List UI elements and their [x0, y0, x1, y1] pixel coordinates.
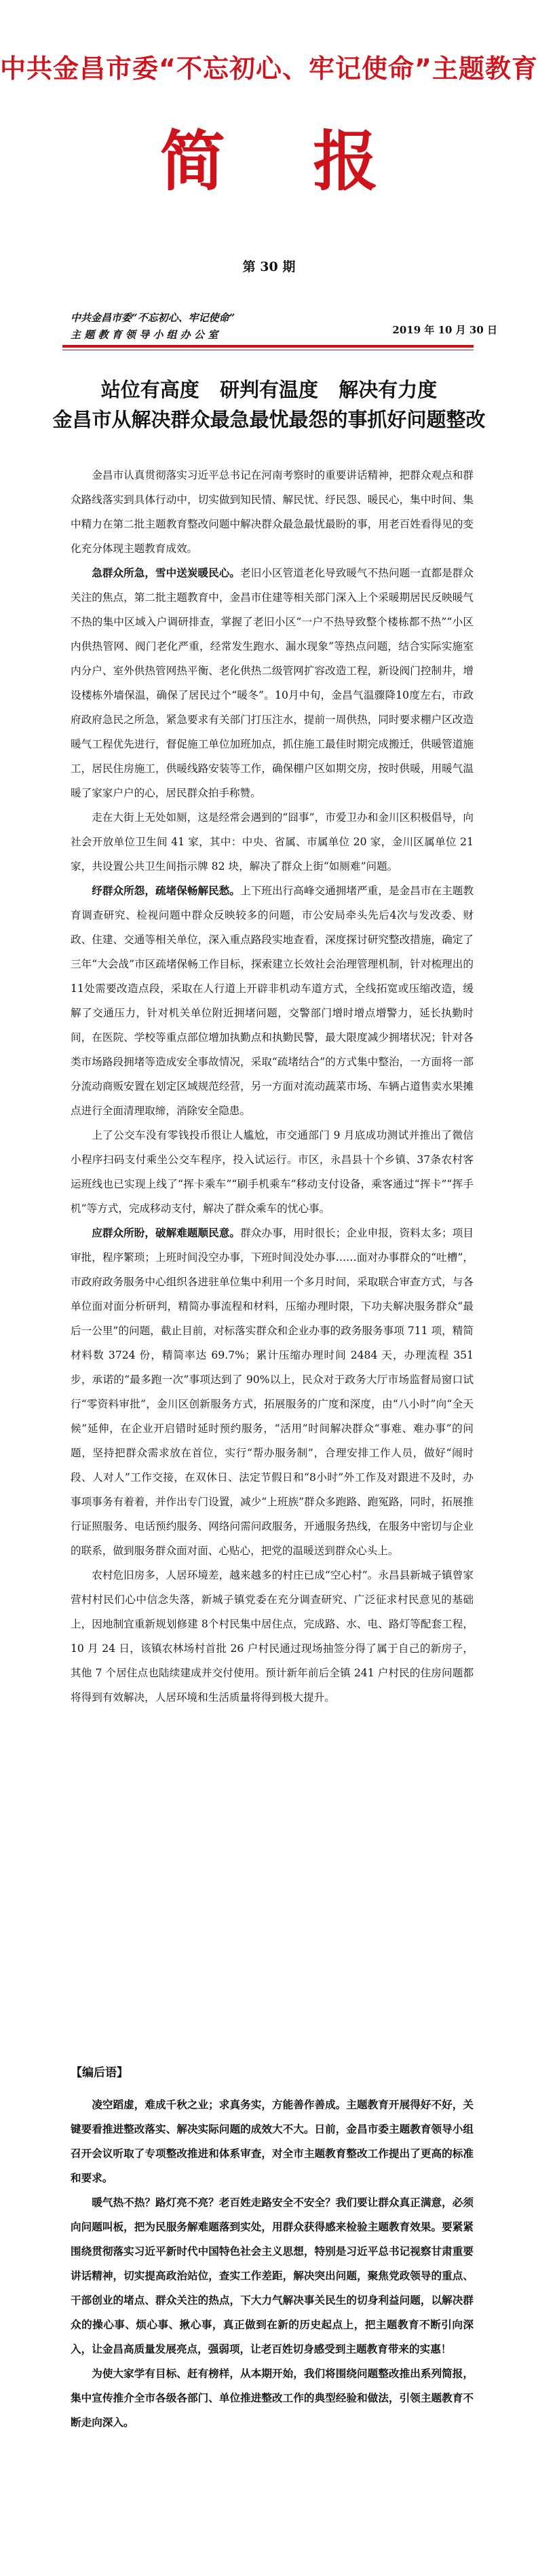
issuing-office [71, 310, 315, 344]
issue-number: 第 30 期 [242, 259, 296, 274]
headline-line2: 金昌市从解决群众最急最忧最怨的事抓好问题整改 [52, 408, 486, 431]
headline-line1: 站位有高度 研判有温度 解决有力度 [100, 378, 438, 401]
editor-note-label: 【编后语】 [71, 2066, 128, 2080]
paragraph-text: 上下班出行高峰交通拥堵严重，是金昌市在主题教育调查研究、检视问题中群众反映较多的问题，市公安局牵头先后4次与发改委、财政、住建、交通等相关单位，深入重点路段实地查看，深度探讨研究整改措施，确定了三年“大会战”市区疏堵保畅工作目标，探索建立长效社会治理管理机制，针对梳理出的11处需要改造点段，采取在人行道上开辟非机动车道方式，全线拓宽或压缩改造，缓解了交通压力，针对机关单位附近拥堵问题，交警部门增时增点增警力，延长执勤时间，在医院、学校等重点部位增加执勤点和执勤民警，最大限度减少拥堵状况；针对各类市场路段拥堵等造成安全事故情况，采取“疏堵结合”的方式集中整治，一方面将一部分流动商贩安置在划定区域规范经营，另一方面对流动蔬菜市场、车辆占道售卖水果摊点进行全面清理取缔，消除安全隐患。 [71, 885, 474, 1117]
paragraph-lead: 急群众所急，雪中送炭暖民心。 [92, 566, 241, 579]
paragraph-text: 上了公交车没有零钱投币很让人尴尬，市交通部门 9 月底成功测试并推出了微信小程序扫码支付乘坐公交车程序，投入试运行。市区，永昌县十个乡镇、37条农村客运班线也已实现上线了“挥卡乘车”“刷手机乘车”移动支付设备，乘客通过“挥卡”“挥手机”等方式，完成移动支付，解决了群众乘车的忧心事。 [71, 1129, 474, 1215]
paragraph-text: 金昌市认真贯彻落实习近平总书记在河南考察时的重要讲话精神，把群众观点和群众路线落实到具体行动中，切实做到知民情、解民忧、纾民怨、暖民心，集中时间、集中精力在第二批主题教育整改问题中解决群众最急最忧最盼的事，用老百姓看得见的变化充分体现主题教育成效。 [71, 469, 474, 555]
note-paragraph: 暖气热不热？路灯亮不亮？老百姓走路安全不安全？我们要让群众真正满意，必须向问题叫板，把为民服务解难题落到实处，用群众获得感来检验主题教育效果。要紧紧围绕贯彻落实习近平新时代中国特色社会主义思想，特别是习近平总书记视察甘肃重要讲话精神，切实提高政治站位，查实工作差距，解决突出问题，聚焦党政领导的重点、干部创业的堵点、群众关注的热点，下大力气解决事关民生的切身利益问题，以解决群众的操心事、烦心事、揪心事，真正做到在新的历史起点上，把主题教育不断引向深入，让金昌高质量发展亮点，强弱项，让老百姓切身感受到主题教育带来的实惠！ [71, 2196, 474, 2355]
issuing-office-line1: 中共金昌市委“不忘初心、牢记使命” [71, 312, 235, 324]
paragraph [71, 1563, 474, 1710]
issue-date: 2019 年 10 月 30 日 [392, 324, 497, 336]
paragraph-text: 老旧小区管道老化导致暖气不热问题一直都是群众关注的焦点，第二批主题教育中，金昌市住建等相关部门深入上个采暖期居民反映暖气不热的集中区域入户调研排查，掌握了老旧小区“一户不热导致整个楼栋都不热”“小区内供热管网、阀门老化严重，经常发生跑水、漏水现象”等热点问题，结合实际实施室内分户、室外供热管网热平衡、老化供热二级管网扩容改造工程，新设阀门控制井，增设楼栋外墙保温，确保了居民过个“暖冬”。10月中旬，金昌气温骤降10度左右，市政府政府急民之所急，紧急要求有关部门打压注水，提前一周供热，同时要求棚户区改造暖气工程优先进行，督促施工单位加班加点，抓住施工最佳时期完成搬迁，供暖管道施工，居民住房施工，供暖线路安装等工作，确保棚户区如期交房，按时供暖，用暖气温暖了家家户户的心，居民群众拍手称赞。 [71, 567, 474, 799]
article-body [71, 463, 474, 1710]
paragraph [71, 463, 474, 561]
paragraph-text: 走在大街上无处如厕，这是经常会遇到的“囧事”，市爱卫办和金川区积极倡导，向社会开放单位卫生间 41 家，其中：中央、省属、市属单位 20 家，金川区属单位 21 家，共设置公共卫生间指示牌 82 块，解决了群众上街“如厕难”问题。 [71, 811, 474, 872]
paragraph [71, 879, 474, 1123]
issuing-office-line2: 主 题 教 育 领 导 小 组 办 公 室 [71, 329, 218, 341]
paragraph [71, 561, 474, 805]
paragraph-lead: 纾群众所怨，疏堵保畅解民愁。 [92, 884, 241, 897]
paragraph [71, 805, 474, 879]
paragraph-lead: 应群众所盼，破解难题顺民意。 [92, 1226, 241, 1239]
paragraph-text: 农村危旧房多，人居环境差，越来越多的村庄已成“空心村”。永昌县新城子镇曾家营村村民们心中信念失落，新城子镇党委在充分调查研究、广泛征求村民意见的基础上，因地制宜重新规划修建 8个村民集中居住点，完成路、水、电、路灯等配套工程，10 月 24 日，该镇农林场村首批 26 户村民通过现场抽签分得了属于自己的新房子，其他 7 个居住点也陆续建成并交付使用。预计新年前后全镇 241 户村民的住房问题都将得到有效解决，人居环境和生活质量将得到极大提升。 [71, 1569, 474, 1704]
paragraph [71, 1123, 474, 1221]
paragraph-text: 群众办事，用时很长；企业申报，资料太多；项目审批，程序繁琐；上班时间没空办事，下班时间没处办事……面对办事群众的“吐槽”，市政府政务服务中心组织各进驻单位集中利用一个多月时间，采取联合审查方式，与各单位面对面分析研判，精简办事流程和材料，压缩办理时限，下功夫解决服务群众“最后一公里”的问题，截止目前，对标落实群众和企业办事的政务服务事项 711 项，精简材料数 3724 份，精简率达 69.7%；累计压缩办理时间 2484 天，办理流程 351 步，承诺的“最多跑一次”事项达到了 90%以上，民众对于政务大厅市场监督局窗口试行“零资料审批”，金川区创新服务方式，拓展服务的广度和深度，由“八小时”向“全天候”延伸，在企业开启错时延时预约服务，“活用”时间解决群众“事难、难办事”的问题，坚持把群众需求放在首位，实行“帮办服务制”，合理安排工作人员，做好“闹时段、人对人”工作交接，在双休日、法定节假日和“8小时”外工作及对跟进不及时，办事项事务有着着，并作出专门设置，减少“上班族”群众多跑路、跑冤路，同时，拓展推行证照服务、电话预约服务、网络问需问政服务，开通服务热线，在服务中密切与企业的联系，做到服务群众面对面、心贴心，把党的温暖送到群众心头上。 [71, 1227, 474, 1557]
note-paragraph: 凌空蹈虚，难成千秋之业；求真务实，方能善作善成。主题教育开展得好不好，关键要看推进整改落实、解决实际问题的成效大不大。日前，金昌市委主题教育领导小组召开会议听取了专项整改推进和体系审查，对全市主题教育整改工作提出了更高的标准和要求。 [71, 2098, 474, 2184]
bulletin-title: 简 报 [159, 124, 411, 200]
banner-title: 中共金昌市委“不忘初心、牢记使命”主题教育 [0, 54, 538, 84]
note-paragraph: 为使大家学有目标、赶有榜样，从本期开始，我们将围绕问题整改推出系列简报，集中宣传推介全市各级各部门、单位推进整改工作的典型经验和做法，引领主题教育不断走向深入。 [71, 2367, 474, 2429]
red-divider [62, 345, 474, 348]
paragraph [71, 1221, 474, 1563]
article-headline [47, 375, 491, 435]
editor-note [71, 2093, 474, 2435]
